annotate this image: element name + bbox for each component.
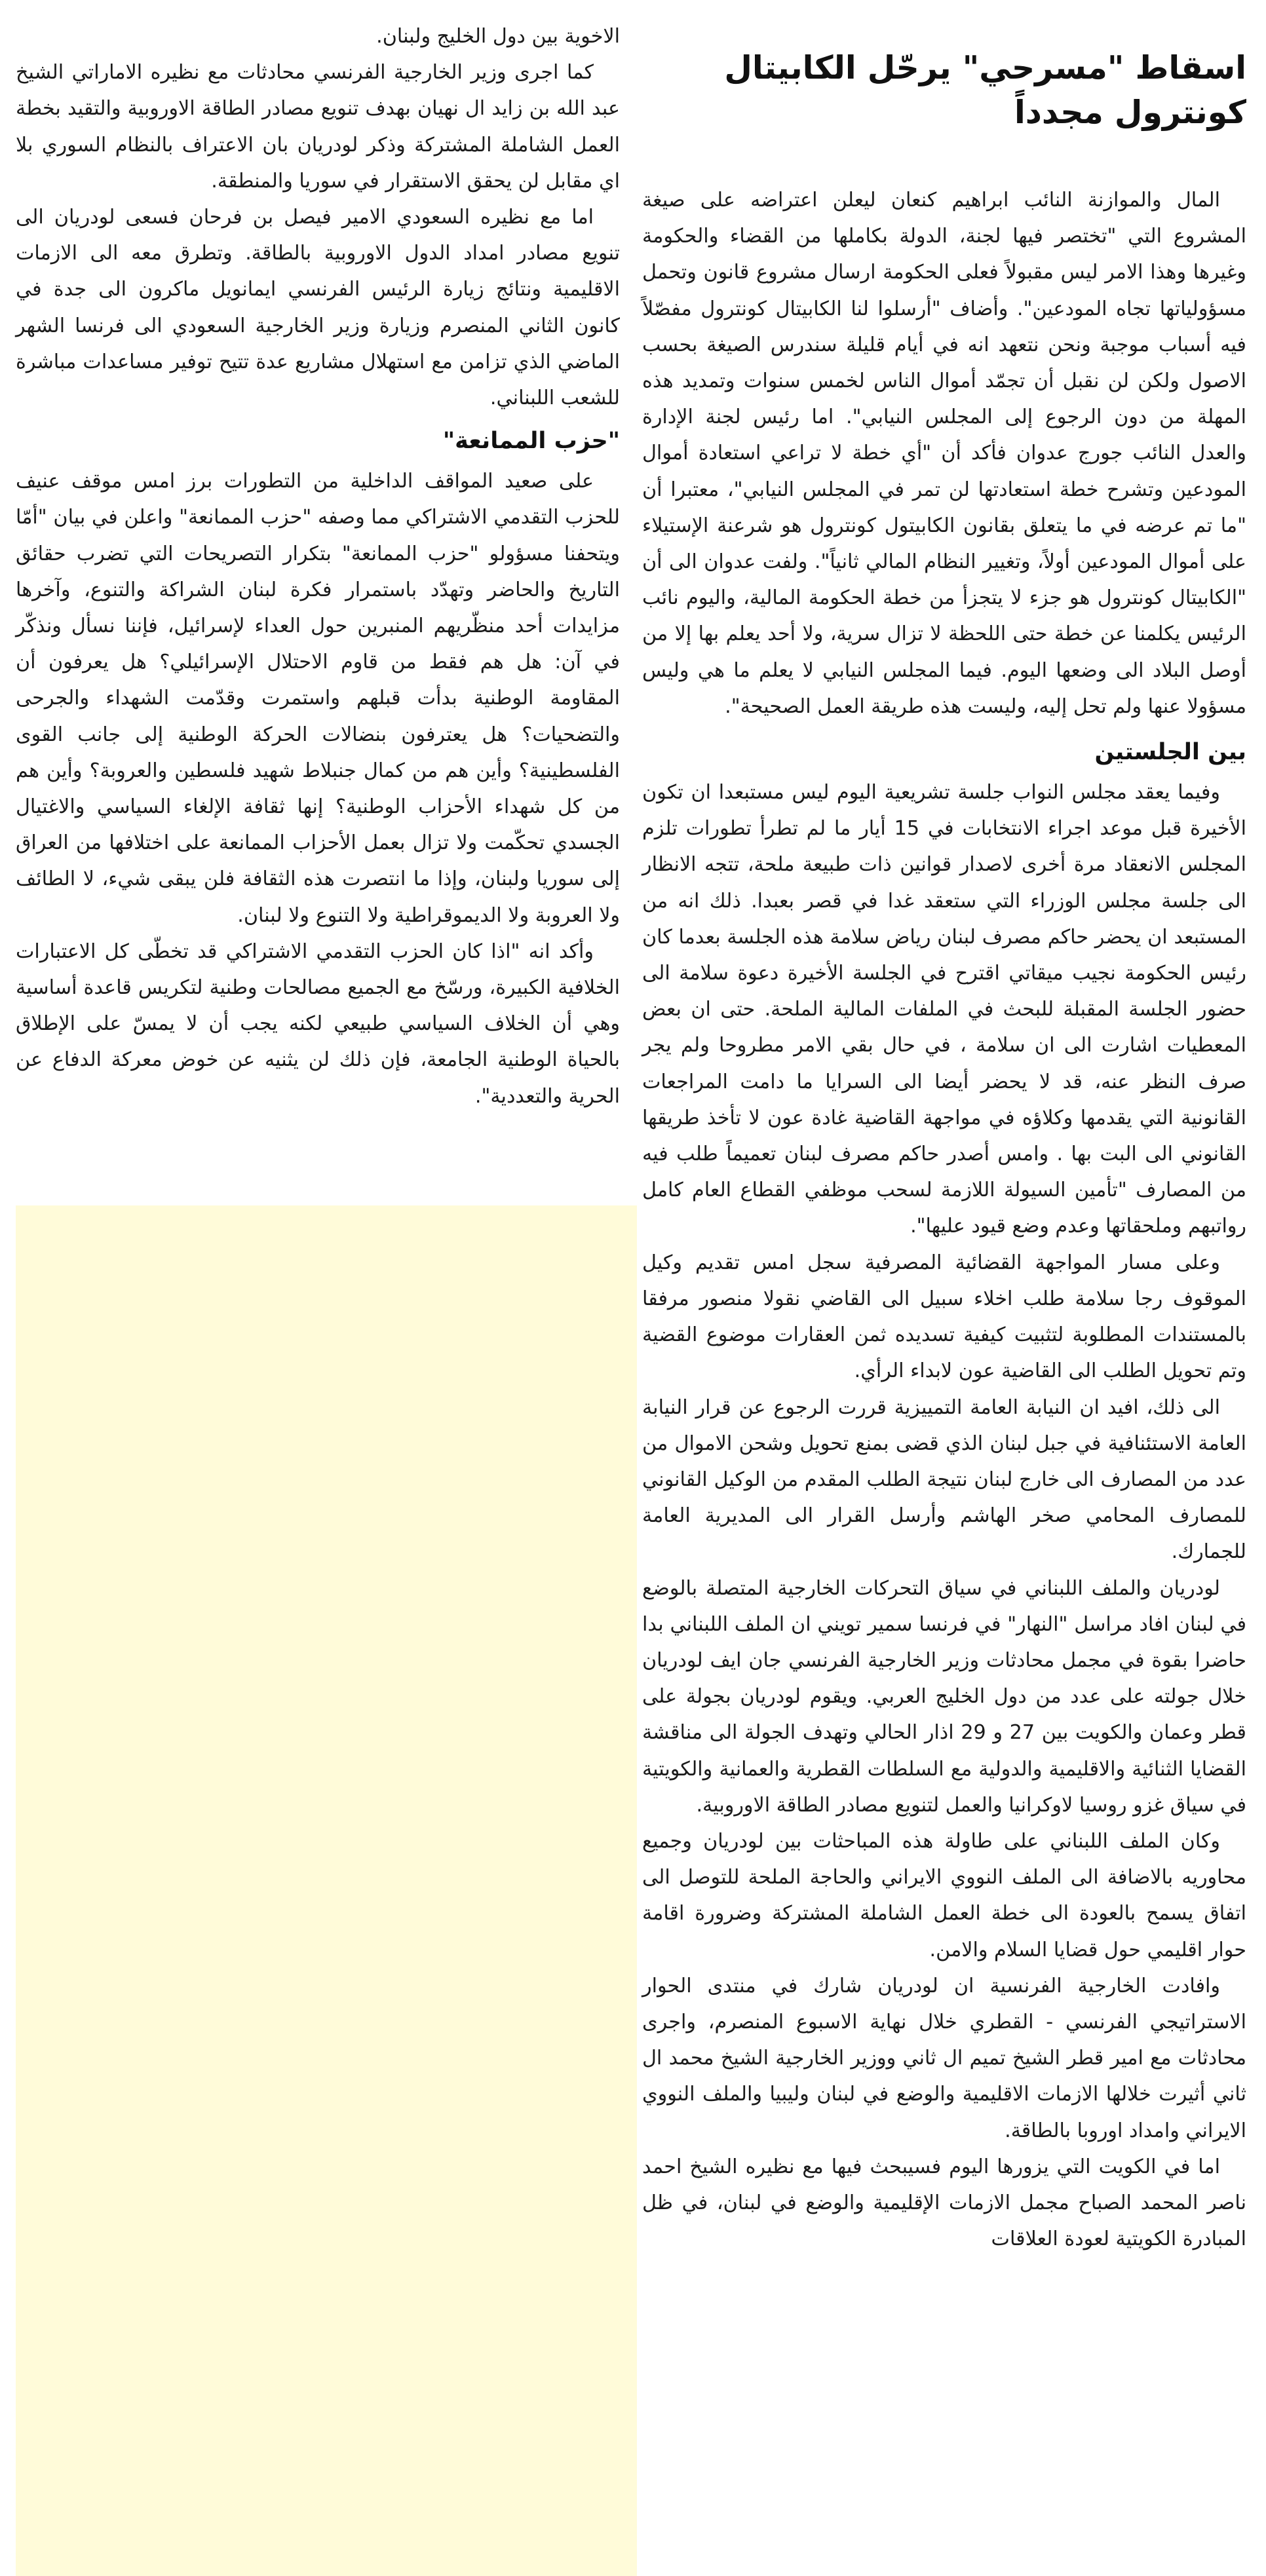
paragraph: وفيما يعقد مجلس النواب جلسة تشريعية اليوم ليس مستبعدا ان تكون الأخيرة قبل موعد اجراء الانتخابات في 15 أيار ما لم تطرأ تطورات تلزم المجلس الانعقاد مرة أخرى لاصدار قوانين ذات طبيعة ملحة، تتجه الانظار الى جلسة مجلس الوزراء التي ستعقد غدا في قصر بعبدا. ذلك انه من المستبعد ان يحضر حاكم مصرف لبنان رياض سلامة هذه الجلسة بعدما كان رئيس الحكومة نجيب ميقاتي اقترح في الجلسة الأخيرة دعوة سلامة الى حضور الجلسة المقبلة للبحث في الملفات المالية الملحة. حتى ان بعض المعطيات اشارت الى ان سلامة ، في حال بقي الامر مطروحا ولم يجر صرف النظر عنه، قد لا يحضر أيضا الى السرايا ما دامت المراجعات القانونية التي يقدمها وكلاؤه في مواجهة القاضية غادة عون لا تأخذ طريقها القانوني الى البت بها . وامس أصدر حاكم مصرف لبنان تعميماً طلب فيه من المصارف "تأمين السيولة اللازمة لسحب موظفي القطاع العام كامل رواتبهم وملحقاتها وعدم وضع قيود عليها". bbox=[642, 781, 1247, 1238]
paragraph: كما اجرى وزير الخارجية الفرنسي محادثات مع نظيره الاماراتي الشيخ عبد الله بن زايد ال نهيان بهدف تنويع مصادر الطاقة الاوروبية والتقيد بخطة العمل الشاملة المشتركة وذكر لودريان بان الاعتراف بالنظام السوري بلا اي مقابل لن يحقق الاستقرار في سوريا والمنطقة. bbox=[16, 61, 620, 193]
blank-ad-space bbox=[16, 1205, 637, 2576]
paragraph: وافادت الخارجية الفرنسية ان لودريان شارك في منتدى الحوار الاستراتيجي الفرنسي - القطري خلال نهاية الاسبوع المنصرم، واجرى محادثات مع امير قطر الشيخ تميم ال ثاني ووزير الخارجية الشيخ محمد ال ثاني أثيرت خلالها الازمات الاقليمية والوضع في لبنان وليبيا والملف النووي الايراني وامداد اوروبا بالطاقة. bbox=[642, 1974, 1246, 2142]
paragraph: وعلى مسار المواجهة القضائية المصرفية سجل امس تقديم وكيل الموقوف رجا سلامة طلب اخلاء سبيل الى القاضي نقولا منصور مرفقا بالمستندات المطلوبة لتثبيت كيفية تسديده ثمن العقارات موضوع القضية وتم تحويل الطلب الى القاضية عون لابداء الرأي. bbox=[642, 1251, 1246, 1383]
subhead-resistance-party: "حزب الممانعة" bbox=[442, 428, 620, 455]
paragraph: وأكد انه "اذا كان الحزب التقدمي الاشتراكي قد تخطّى كل الاعتبارات الخلافية الكبيرة، ورسّخ مع الجميع مصالحات وطنية لتكريس قاعدة أساسية وهي أن الخلاف السياسي طبيعي لكنه يجب أن لا يمسّ على الإطلاق بالحياة الوطنية الجامعة، فإن ذلك لن يثنيه عن خوض معركة الدفاع عن الحرية والتعددية". bbox=[16, 939, 620, 1108]
paragraph: لودريان والملف اللبناني في سياق التحركات الخارجية المتصلة بالوضع في لبنان افاد مراسل "النهار" في فرنسا سمير تويني ان الملف اللبناني بدا حاضرا بقوة في مجمل محادثات وزير الخارجية الفرنسي جان ايف لودريان خلال جولته على عدد من دول الخليج العربي. ويقوم لودريان بجولة على قطر وعمان والكويت بين 27 و 29 اذار الحالي وتهدف الجولة الى مناقشة القضايا الثنائية والاقليمية والدولية مع السلطات القطرية والعمانية والكويتية في سياق غزو روسيا لاوكرانيا والعمل لتنويع مصادر الطاقة الاوروبية. bbox=[642, 1576, 1246, 1817]
paragraph: وكان الملف اللبناني على طاولة هذه المباحثات بين لودريان وجميع محاوريه بالاضافة الى الملف النووي الايراني والحاجة الملحة للتوصل الى اتفاق يسمح بالعودة الى خطة العمل الشاملة المشتركة وضرورة اقامة حوار اقليمي حول قضايا السلام والامن. bbox=[642, 1829, 1246, 1961]
paragraph: اما في الكويت التي يزورها اليوم فسيبحث فيها مع نظيره الشيخ احمد ناصر المحمد الصباح مجمل الازمات الإقليمية والوضع في لبنان، في ظل المبادرة الكويتية لعودة العلاقات bbox=[642, 2155, 1246, 2251]
paragraph: الاخوية بين دول الخليج ولبنان. bbox=[376, 25, 620, 48]
paragraph: على صعيد المواقف الداخلية من التطورات برز امس موقف عنيف للحزب التقدمي الاشتراكي مما وصفه "حزب الممانعة" واعلن في بيان "أمّا ويتحفنا مسؤولو "حزب الممانعة" بتكرار التصريحات التي تضرب حقائق التاريخ والحاضر وتهدّد باستمرار فكرة لبنان الشراكة والتنوع، وآخرها مزايدات أحد منظّريهم المنبرين حول العداء لإسرائيل، فإننا نسأل ونذكّر في آن: هل هم فقط من قاوم الاحتلال الإسرائيلي؟ هل يعرفون أن المقاومة الوطنية بدأت قبلهم واستمرت وقدّمت الشهداء والجرحى والتضحيات؟ هل يعترفون بنضالات الحركة الوطنية إلى جانب القوى الفلسطينية؟ وأين هم من كمال جنبلاط شهيد فلسطين والعروبة؟ وأين هم من كل شهداء الأحزاب الوطنية؟ إنها ثقافة الإلغاء السياسي والاغتيال الجسدي تحكّمت ولا تزال بعمل الأحزاب الممانعة على اختلافها من العراق إلى سوريا ولبنان، وإذا ما انتصرت هذه الثقافة فلن يبقى شيء، لا الطائف ولا العروبة ولا الديموقراطية ولا التنوع ولا لبنان. bbox=[16, 470, 620, 927]
paragraph: اما مع نظيره السعودي الامير فيصل بن فرحان فسعى لودريان الى تنويع مصادر امداد الدول الاوروبية بالطاقة. وتطرق معه الى الازمات الاقليمية ونتائج زيارة الرئيس الفرنسي ايمانويل ماكرون الى جدة في كانون الثاني المنصرم وزيارة وزير الخارجية السعودي الى فرنسا الشهر الماضي الذي تزامن مع استهلال مشاريع عدة تتيح توفير مساعدات مباشرة للشعب اللبناني. bbox=[16, 206, 620, 410]
left-column bbox=[16, 18, 620, 1114]
right-column bbox=[642, 0, 1246, 2257]
paragraph: الى ذلك، افيد ان النيابة العامة التمييزية قررت الرجوع عن قرار النيابة العامة الاستئنافية في جبل لبنان الذي قضى بمنع تحويل وشحن الاموال من عدد من المصارف الى خارج لبنان نتيجة الطلب المقدم من الوكيل القانوني للمصارف المحامي صخر الهاشم وأرسل القرار الى المديرية العامة للجمارك. bbox=[642, 1395, 1246, 1564]
paragraph: المال والموازنة النائب ابراهيم كنعان ليعلن اعتراضه على صيغة المشروع التي "تختصر فيها لجنة، الدولة بكاملها من القضاء والحكومة وغيرها وهذا الامر ليس مقبولاً فعلى الحكومة ارسال مشروع قانون وتحمل مسؤولياتها تجاه المودعين". وأضاف "أرسلوا لنا الكابيتال كونترول مفصّلاً فيه أسباب موجبة ونحن نتعهد انه في أيام قليلة سندرس الصيغة بحسب الاصول ولكن لن نقبل أن تجمّد أموال الناس لخمس سنوات وتمديد هذه المهلة من دون الرجوع إلى المجلس النيابي". اما رئيس لجنة الإدارة والعدل النائب جورج عدوان فأكد أن "أي خطة لا تراعي استعادة أموال المودعين وتشرح خطة استعادتها لن تمر في المجلس النيابي"، معتبرا أن "ما تم عرضه في ما يتعلق بقانون الكابيتول كونترول هو شرعنة الإستيلاء على أموال المودعين أولاً، وتغيير النظام المالي ثانياً". ولفت عدوان الى أن "الكابيتال كونترول هو جزء لا يتجزأ من خطة الحكومة المالية، واليوم نائب الرئيس يكلمنا عن خطة حتى اللحظة لا تزال سرية، ولا أحد يعلم بها إلا من أوصل البلاد الى وضعها اليوم. فيما المجلس النيابي لا يعلم ما هي وليس مسؤولا عنها ولم تحل إليه، وليست هذه طريقة العمل الصحيحة". bbox=[642, 189, 1246, 718]
subhead-between-sessions: بين الجلستين bbox=[1094, 739, 1246, 766]
article-title: اسقاط "مسرحي" يرحّل الكابيتال كونترول مجدداً bbox=[724, 49, 1246, 131]
